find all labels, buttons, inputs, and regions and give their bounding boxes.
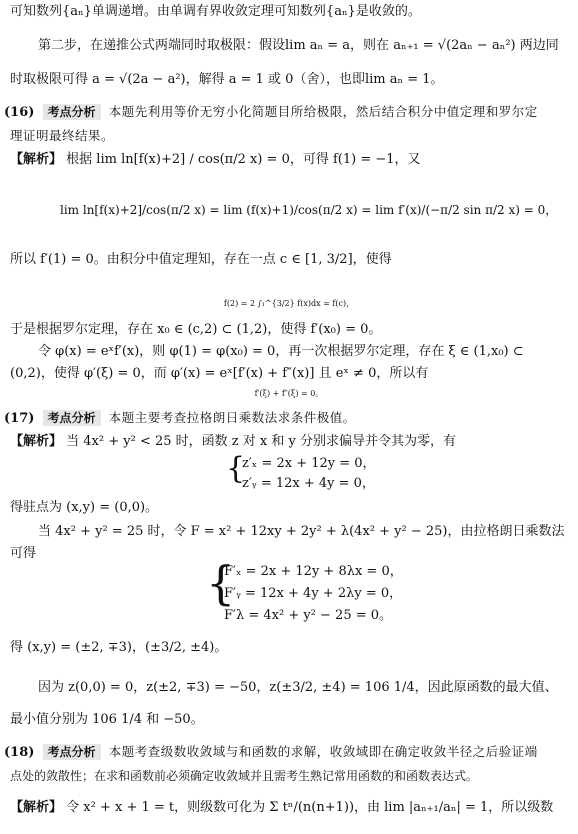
q18-number: (18) bbox=[4, 745, 35, 760]
q17-sys2-a: F′ₓ = 2x + 12y + 8λx = 0， bbox=[224, 564, 403, 579]
q17-line-f: 因为 z(0,0) = 0，z(±2, ∓3) = −50，z(±3/2, ±4) = 106 1/4，因此原函数的最大值、 bbox=[38, 680, 558, 695]
q17-line-g: 最小值分别为 106 1/4 和 −50。 bbox=[10, 712, 204, 727]
q18-analysis-1: 本题考查级数收敛域与和函数的求解，收敛域即在确定收敛半径之后验证端 bbox=[108, 744, 538, 759]
q17-sys1-a: z′ₓ = 2x + 12y = 0， bbox=[242, 456, 376, 471]
q16-number: (16) bbox=[4, 105, 35, 120]
q17-sys2-b: F′ᵧ = 12x + 4y + 2λy = 0， bbox=[224, 586, 403, 601]
q17-sys1-b: z′ᵧ = 12x + 4y = 0， bbox=[242, 476, 375, 491]
q17-analysis: 本题主要考查拉格朗日乘数法求条件极值。 bbox=[108, 410, 356, 425]
q17-sys1-brace: { bbox=[226, 451, 246, 486]
q16-line-h: f′(ξ) + f″(ξ) = 0。 bbox=[254, 389, 324, 398]
q16-tag: 考点分析 bbox=[43, 104, 101, 120]
top-line-1: 可知数列{aₙ}单调递增。由单调有界收敛定理可知数列{aₙ}是收敛的。 bbox=[10, 4, 421, 19]
q18-analysis-2: 点处的敛散性；在求和函数前必须确定收敛域并且需考生熟记常用函数的和函数表达式。 bbox=[10, 769, 479, 783]
q16-jiexi: 【解析】 bbox=[10, 152, 63, 167]
q17-line-a-text: 当 4x² + y² < 25 时，函数 z 对 x 和 y 分别求偏导并令其为零，有 bbox=[66, 434, 456, 449]
q17-tag: 考点分析 bbox=[43, 410, 101, 426]
q18-line-a-text: 令 x² + x + 1 = t，则级数可化为 Σ tⁿ/(n(n+1))，由 lim |aₙ₊₁/aₙ| = 1，所以级数 bbox=[66, 800, 554, 815]
q17-jiexi: 【解析】 bbox=[10, 434, 63, 449]
q17-line-d: 可得 bbox=[10, 546, 37, 561]
q17-sys2-brace: { bbox=[206, 556, 236, 610]
q17-line-b: 得驻点为 (x,y) = (0,0)。 bbox=[10, 500, 159, 515]
q16-line-d: f(2) = 2 ∫₁^{3/2} f(x)dx = f(c)， bbox=[223, 299, 355, 308]
q17-sys2-c: F′λ = 4x² + y² − 25 = 0。 bbox=[224, 608, 393, 623]
q17-line-a bbox=[10, 434, 456, 450]
q16-line-a bbox=[10, 152, 421, 168]
q17-line-e: 得 (x,y) = (±2, ∓3)，(±3/2, ±4)。 bbox=[10, 640, 228, 655]
q16-line-g: (0,2)，使得 φ′(ξ) = 0，而 φ′(x) = eˣ[f′(x) + f″(x)] 且 eˣ ≠ 0，所以有 bbox=[10, 366, 429, 381]
q16-line-b: lim ln[f(x)+2]/cos(π/2 x) = lim (f(x)+1)/cos(π/2 x) = lim f′(x)/(−π/2 sin π/2 x) = 0， bbox=[60, 203, 558, 217]
q16-analysis-2: 理证明最终结果。 bbox=[10, 128, 115, 143]
q16-line-e: 于是根据罗尔定理，存在 x₀ ∈ (c,2) ⊂ (1,2)，使得 f′(x₀) = 0。 bbox=[10, 322, 382, 337]
q18-jiexi: 【解析】 bbox=[10, 800, 63, 815]
q18-line-a bbox=[10, 800, 553, 816]
q16-header bbox=[4, 104, 538, 121]
top-line-2: 第二步，在递推公式两端同时取极限：假设lim aₙ = a，则在 aₙ₊₁ = √(2aₙ − aₙ²) 两边同 bbox=[38, 38, 559, 53]
q17-line-c: 当 4x² + y² = 25 时，令 F = x² + 12xy + 2y² + λ(4x² + y² − 25)，由拉格朗日乘数法 bbox=[38, 524, 565, 539]
q18-tag: 考点分析 bbox=[43, 744, 101, 760]
q17-number: (17) bbox=[4, 411, 35, 426]
q16-line-c: 所以 f′(1) = 0。由积分中值定理知，存在一点 c ∈ [1, 3/2]，使得 bbox=[10, 252, 392, 267]
q16-line-f: 令 φ(x) = eˣf′(x)，则 φ(1) = φ(x₀) = 0，再一次根据罗尔定理，存在 ξ ∈ (1,x₀) ⊂ bbox=[38, 344, 524, 359]
top-line-3: 时取极限可得 a = √(2a − a²)，解得 a = 1 或 0（舍），也即lim aₙ = 1。 bbox=[10, 72, 444, 87]
q17-header bbox=[4, 410, 356, 427]
q16-line-a-text: 根据 lim ln[f(x)+2] / cos(π/2 x) = 0，可得 f(1) = −1，又 bbox=[66, 152, 421, 167]
q18-header bbox=[4, 744, 538, 761]
q16-analysis-1: 本题先利用等价无穷小化简题目所给极限，然后结合积分中值定理和罗尔定 bbox=[108, 104, 538, 119]
